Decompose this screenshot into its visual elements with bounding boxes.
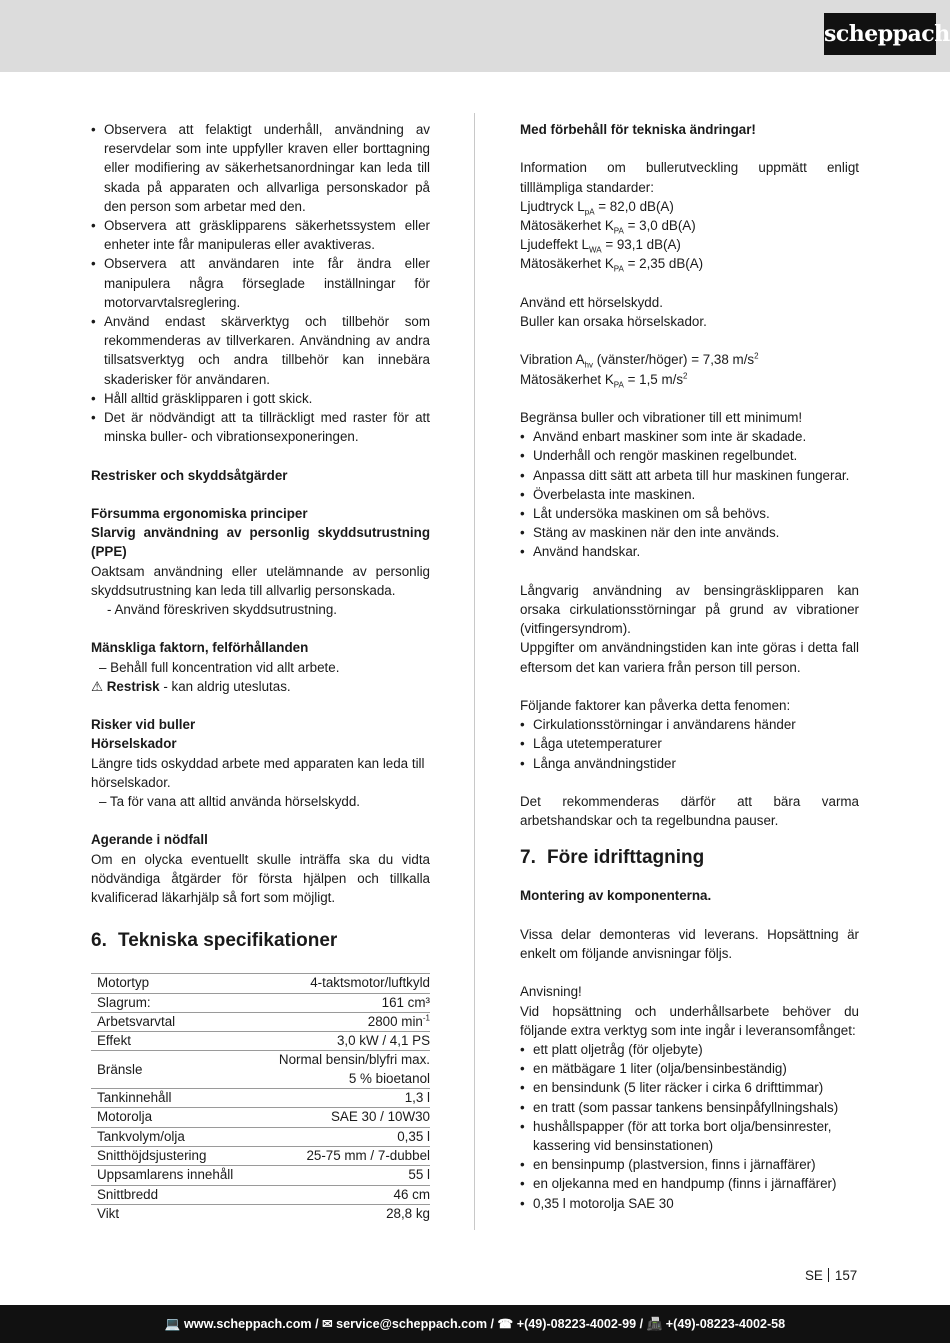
ergonomics-heading: Försumma ergonomiska principer (91, 506, 308, 522)
spec-table (91, 973, 430, 1223)
uncertainty-3: Mätosäkerhet $K_{PA} = 1,5$ $m/s^2$ (520, 371, 688, 390)
list-item: • Låt undersöka maskinen om så behövs. (520, 504, 859, 523)
noise-intro: Information om bullerutveckling uppmätt enligt tilllämpliga standarder: (520, 160, 859, 195)
noise-risk-heading: Risker vid buller (91, 717, 196, 733)
list-item: • Använd handskar. (520, 542, 859, 561)
list-item: • Använd enbart maskiner som inte är skadade. (520, 427, 859, 446)
list-item: • Underhåll och rengör maskinen regelbundet. (520, 446, 859, 465)
list-item: • ett platt oljetråg (för oljebyte) (520, 1040, 859, 1059)
table-row: Arbetsvarvtal 2800 $\min^{-1}$ (91, 1012, 430, 1031)
emergency-text: Om en olycka eventuellt skulle inträffa ska du vidta nödvändiga åtgärder för första hjälpen och tillkalla kvalificerad läkarhjälp så fort som möjligt. (91, 851, 430, 906)
uncertainty-2: Mätosäkerhet $K_{PA} = 2,35$ dB(A) (520, 256, 704, 275)
left-column (91, 120, 430, 1223)
note-text: Vid hopsättning och underhållsarbete behöver du följande extra verktyg som inte ingår i leveransomfånget: (520, 1003, 859, 1038)
table-row: Effekt 3,0 kW / 4,1 PS (91, 1032, 430, 1051)
sound-pressure: Ljudtryck $L_{pA} = 82,0$ dB(A) (520, 198, 674, 217)
footer-contact-bar: 💻 www.scheppach.com / ✉ service@scheppach.com / ☎ +(49)-08223-4002-99 / 📠 +(49)-08223-4002-58 (0, 1305, 950, 1343)
restrisk-line (91, 677, 430, 696)
sound-power: Ljudeffekt $L_{WA} = 93,1$ dB(A) (520, 237, 681, 255)
list-item: • 0,35 l motorolja SAE 30 (520, 1194, 859, 1213)
emergency-heading: Agerande i nödfall (91, 832, 208, 848)
human-factor-heading: Mänskliga faktorn, felförhållanden (91, 640, 309, 656)
hearing-warning: Buller kan orsaka hörselskador. (520, 314, 707, 329)
gloves-text: Det rekommenderas därför att bära varma arbetshandskar och ta regelbundna pauser. (520, 794, 859, 829)
restrisk-label: Restrisk (106, 678, 160, 694)
list-item: • Observera att användaren inte får ändra eller manipulera några förseglade inställningar för motorvarvtalsreglering. (91, 254, 430, 312)
long-use-text: Långvarig användning av bensingräsklipparen kan orsaka cirkulationsstörningar på grund av vibrationer (vitfingersyndrom). (520, 582, 859, 637)
page-number: SE 157 (805, 1268, 858, 1283)
ppe-heading: Slarvig användning av personlig skyddsutrustning (PPE) (91, 525, 430, 560)
table-row: Tankvolym/olja 0,35 l (91, 1127, 430, 1146)
list-item: • Observera att gräsklipparens säkerhetssystem eller enheter inte får manipuleras eller avaktiveras. (91, 216, 430, 254)
list-item: • Observera att felaktigt underhåll, användning av reservdelar som inte uppfyller kraven eller borttagning eller modifiering av säkerhetsanordningar kan leda till skada på apparaten och allvarliga personskador på den person som arbetar med den. (91, 120, 430, 216)
uncertainty-1: Mätosäkerhet $K_{PA} = 3,0$ dB(A) (520, 218, 696, 236)
ppe-item: - Använd föreskriven skyddsutrustning. (107, 602, 337, 618)
list-item: • Det är nödvändigt att ta tillräckligt med raster för att minska buller- och vibrationsexponeringen. (91, 408, 430, 446)
list-item: • Cirkulationsstörningar i användarens händer (520, 715, 859, 734)
table-row: Slagrum: 161 cm³ (91, 993, 430, 1012)
limit-list (520, 427, 859, 561)
limit-heading: Begränsa buller och vibrationer till ett minimum! (520, 409, 803, 425)
list-item: • en tratt (som passar tankens bensinpåfyllningshals) (520, 1098, 859, 1117)
restrisk-text: - kan aldrig uteslutas. (159, 678, 291, 694)
table-row: Vikt 28,8 kg (97, 1205, 430, 1221)
section-6-title: 6. Tekniska specifikationer (91, 930, 338, 952)
column-divider (474, 113, 475, 1230)
list-item: • Stäng av maskinen när den inte används. (520, 523, 859, 542)
warning-icon: ⚠ (91, 678, 104, 694)
table-row: Bränsle Normal bensin/blyfri max. 5 % bioetanol (91, 1051, 430, 1089)
right-column (520, 120, 859, 1213)
duration-text: Uppgifter om användningstiden kan inte göras i detta fall eftersom det kan variera från person till person. (520, 640, 859, 675)
hearing-damage-heading: Hörselskador (91, 736, 177, 752)
list-item: • Överbelasta inte maskinen. (520, 485, 859, 504)
factors-list (520, 715, 859, 773)
section-7-title: 7. Före idrifttagning (520, 847, 705, 869)
list-item: • en bensinpump (plastversion, finns i järnaffärer) (520, 1155, 859, 1174)
assembly-heading: Montering av komponenterna. (520, 888, 712, 904)
hearing-protection: Använd ett hörselskydd. (520, 294, 663, 310)
table-row: Motortyp 4-taktsmotor/luftkyld (91, 974, 430, 993)
assembly-text: Vissa delar demonteras vid leverans. Hopsättning är enkelt om följande anvisningar följs. (520, 926, 859, 961)
vibration-value: Vibration $A_{hv}$ (vänster/höger) = 7,38 $m/s^2$ (520, 351, 759, 371)
tools-list (520, 1040, 859, 1213)
list-item: • Håll alltid gräsklipparen i gott skick. (91, 389, 430, 408)
list-item: • en mätbägare 1 liter (olja/bensinbeständig) (520, 1059, 859, 1078)
table-row: Snittbredd 46 cm (91, 1185, 430, 1204)
table-row: Snitthöjdsjustering 25-75 mm / 7-dubbel (91, 1146, 430, 1165)
table-row: Tankinnehåll 1,3 l (91, 1089, 430, 1108)
safety-bullet-list (91, 120, 430, 446)
list-item: • Låga utetemperaturer (520, 734, 859, 753)
ppe-text: Oaktsam användning eller utelämnande av personlig skyddsutrustning kan leda till allvarlig personskada. (91, 563, 430, 598)
hearing-damage-text: Längre tids oskyddad arbete med apparaten kan leda till hörselskador. (91, 755, 425, 790)
factors-intro: Följande faktorer kan påverka detta fenomen: (520, 698, 791, 713)
list-item: • en bensindunk (5 liter räcker i cirka 6 drifttimmar) (520, 1078, 859, 1097)
reserve-note: Med förbehåll för tekniska ändringar! (520, 122, 756, 137)
list-item: • Långa användningstider (520, 754, 859, 773)
restrisker-heading: Restrisker och skyddsåtgärder (91, 467, 288, 483)
hearing-damage-item: – Ta för vana att alltid använda hörselskydd. (99, 794, 361, 810)
scheppach-logo: scheppach (824, 13, 936, 55)
table-row: Uppsamlarens innehåll 55 l (91, 1166, 430, 1185)
list-item: • hushållspapper (för att torka bort olja/bensinrester, kassering vid bensinstationen) (520, 1117, 859, 1155)
list-item: • Anpassa ditt sätt att arbeta till hur maskinen fungerar. (520, 466, 859, 485)
header-bar (0, 0, 950, 72)
human-factor-item: – Behåll full koncentration vid allt arbete. (99, 659, 340, 675)
list-item: • en oljekanna med en handpump (finns i järnaffärer) (520, 1174, 859, 1193)
note-label: Anvisning! (520, 984, 582, 1000)
list-item: • Använd endast skärverktyg och tillbehör som rekommenderas av tillverkaren. Användning av andra tillsatsverktyg och andra tillbehör kan innebära skaderisker för användaren. (91, 312, 430, 389)
table-row: Motorolja SAE 30 / 10W30 (91, 1108, 430, 1127)
